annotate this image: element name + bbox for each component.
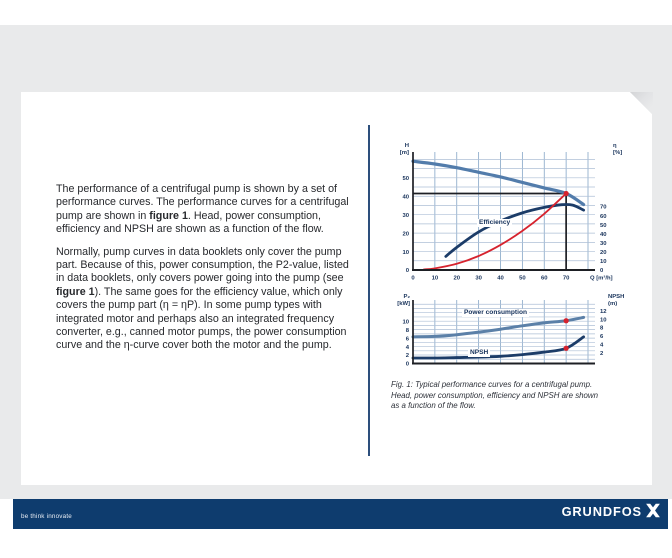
svg-text:0: 0 <box>600 268 604 275</box>
efficiency-axis-label <box>613 143 622 156</box>
power-axis-symbol: P₂ <box>403 294 410 300</box>
head-axis-unit: [m] <box>399 149 409 156</box>
npsh-axis-symbol: NPSH <box>608 294 625 300</box>
power-axis-label <box>389 294 410 307</box>
npsh-axis-label <box>608 294 624 307</box>
svg-text:60: 60 <box>540 275 548 282</box>
efficiency-axis-symbol: η <box>613 143 617 149</box>
svg-text:12: 12 <box>600 308 607 315</box>
svg-text:0: 0 <box>411 275 415 282</box>
efficiency-curve-label: Efficiency <box>479 219 511 226</box>
svg-text:8: 8 <box>405 327 409 334</box>
paragraph-1-bold-ref: figure 1 <box>149 209 188 222</box>
svg-text:10: 10 <box>431 275 439 282</box>
svg-text:50: 50 <box>600 222 607 229</box>
svg-text:70: 70 <box>562 275 570 282</box>
power-axis-unit: [kW] <box>397 300 410 307</box>
svg-text:20: 20 <box>453 275 461 282</box>
svg-text:40: 40 <box>497 275 504 282</box>
svg-text:50: 50 <box>402 176 409 183</box>
caption-line-2: Head, power consumption, efficiency and NPSH are shown <box>391 390 599 400</box>
npsh-curve-label: NPSH <box>470 349 489 356</box>
caption-line-1: Fig. 1: Typical performance curves for a centrifugal pump. <box>391 380 593 389</box>
brand-lockup <box>562 504 661 519</box>
svg-text:20: 20 <box>402 231 409 238</box>
svg-text:2: 2 <box>600 351 604 358</box>
head-axis-label <box>391 143 409 156</box>
npsh-axis-unit: (m) <box>608 300 618 307</box>
body-text-column <box>56 183 358 362</box>
svg-text:50: 50 <box>519 275 526 282</box>
column-divider-line <box>368 125 370 456</box>
footer-tagline: be think innovate <box>21 513 73 520</box>
power-npsh-chart <box>391 292 621 374</box>
paragraph-1-text-cont: . Head, power consumption, efficiency and NPSH are shown as a function of the flow. <box>56 209 324 236</box>
svg-text:10: 10 <box>402 249 409 256</box>
svg-text:70: 70 <box>600 204 607 211</box>
head-efficiency-chart <box>391 141 621 289</box>
svg-text:4: 4 <box>405 344 409 351</box>
svg-text:40: 40 <box>402 194 409 201</box>
efficiency-axis-unit: [%] <box>613 149 623 156</box>
grundfos-x-icon <box>645 503 661 518</box>
svg-text:20: 20 <box>600 250 607 257</box>
svg-text:0: 0 <box>405 361 409 368</box>
svg-text:60: 60 <box>600 213 607 220</box>
paragraph-2-text: Normally, pump curves in data booklets only cover the pump part. Because of this, power consumption, the P2-value, listed in data booklets, only covers power going into the pump (see <box>56 245 349 285</box>
paragraph-2-bold-ref: figure 1 <box>56 285 95 298</box>
svg-text:10: 10 <box>402 319 409 326</box>
paragraph-2-text-cont: ). The same goes for the efficiency value, which only covers the pump part (η = ηP). In some pump types with integrated motor and perhaps also an integrated frequency converter, e.g., canned motor pumps, the power consumption curve and the η-curve cover both the motor and the pump. <box>56 285 347 352</box>
svg-text:8: 8 <box>600 325 604 332</box>
svg-text:30: 30 <box>600 240 607 247</box>
svg-text:10: 10 <box>600 259 607 266</box>
svg-text:30: 30 <box>475 275 482 282</box>
paragraph-2 <box>56 246 358 353</box>
svg-text:30: 30 <box>402 212 409 219</box>
power-consumption-curve-label: Power consumption <box>464 309 528 316</box>
figure-caption <box>391 380 623 412</box>
caption-line-3: as a function of the flow. <box>391 401 476 411</box>
svg-text:0: 0 <box>405 268 409 275</box>
paragraph-1-text: The performance of a centrifugal pump is shown by a set of performance curves. The performance curves for a centrifugal pump are shown in <box>56 183 349 222</box>
head-axis-symbol: H <box>404 143 409 149</box>
paragraph-1 <box>56 183 358 237</box>
svg-text:2: 2 <box>405 353 409 360</box>
svg-text:6: 6 <box>405 336 409 343</box>
svg-text:6: 6 <box>600 334 604 341</box>
svg-text:40: 40 <box>600 231 607 238</box>
footer-bar <box>13 499 668 529</box>
svg-text:10: 10 <box>600 317 607 324</box>
brand-wordmark: GRUNDFOS <box>561 504 642 519</box>
svg-text:4: 4 <box>600 342 604 349</box>
svg-text:Q [m³/h]: Q [m³/h] <box>590 275 613 282</box>
